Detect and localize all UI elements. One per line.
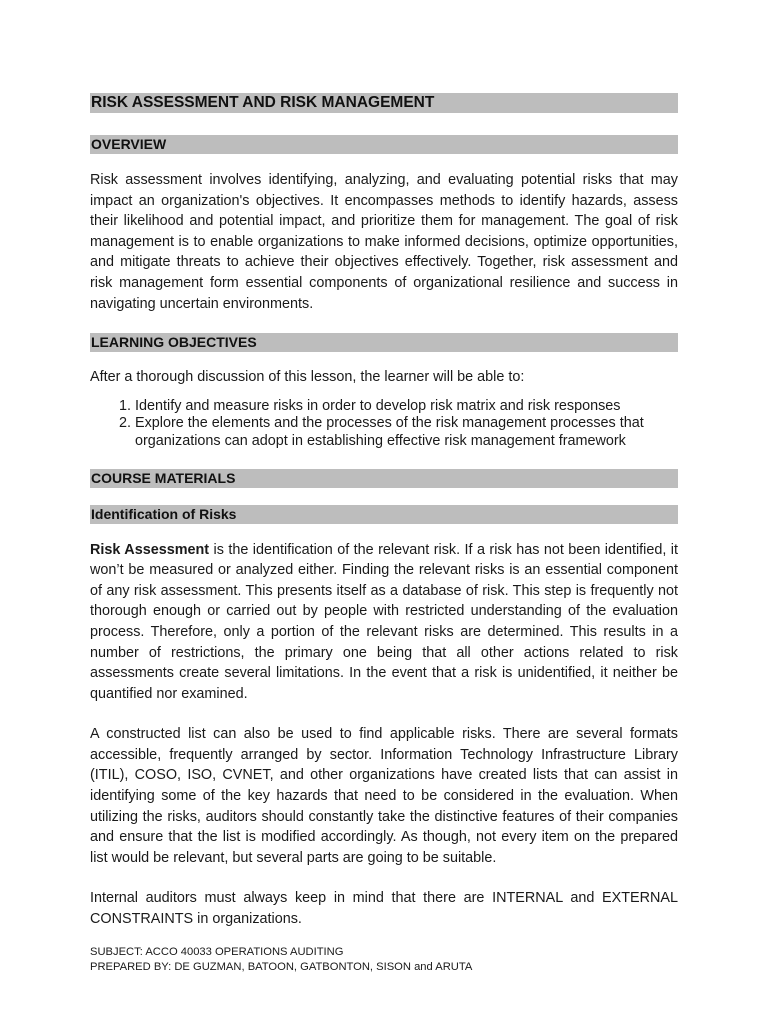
overview-paragraph: Risk assessment involves identifying, analyzing, and evaluating potential risks that may impact an organization's objectives. It encompasses methods to identify hazards, assess their likelihood and potential impact, and prioritize them for management. The goal of risk management is to enable organizations to make informed decisions, optimize opportunities, and mitigate threats to achieve their objectives effectively. Together, risk assessment and risk management form essential components of organizational resilience and success in navigating uncertain environments. (90, 172, 678, 312)
learning-objectives-heading: LEARNING OBJECTIVES (90, 333, 678, 352)
risk-assessment-term: Risk Assessment (90, 541, 210, 558)
risk-assessment-text: is the identification of the relevant risk. If a risk has not been identified, it won’t be measured or analyzed either. Finding the relevant risks is an essential component of any risk assessment. This presents itself as a database of risk. This step is frequently not thorough enough or carried out by people with restricted understanding of the evaluation process. Therefore, only a portion of the relevant risks are determined. This results in a number of restrictions, the primary one being that all other actions related to risk assessments create several limitations. In the event that a risk is unidentified, it neither be quantified nor examined. (90, 541, 678, 702)
course-materials-heading: COURSE MATERIALS (90, 469, 678, 488)
footer-subject: SUBJECT: ACCO 40033 OPERATIONS AUDITING (90, 946, 344, 958)
constructed-list-paragraph: A constructed list can also be used to find applicable risks. There are several formats accessible, frequently arranged by sector. Information Technology Infrastructure Library (ITIL), COSO, ISO, CVNET, and other organizations have created lists that can assist in identifying some of the key hazards that need to be considered in the evaluation. When utilizing the risks, auditors should constantly take the distinctive features of their companies and ensure that the list is modified accordingly. As though, not every item on the prepared list would be relevant, but several parts are going to be suitable. (90, 726, 678, 866)
risk-assessment-paragraph (90, 540, 678, 705)
learning-objectives-list (90, 398, 678, 451)
document-title: RISK ASSESSMENT AND RISK MANAGEMENT (90, 93, 678, 113)
list-item: 1. Identify and measure risks in order to develop risk matrix and risk responses (135, 398, 678, 416)
list-item: 2. Explore the elements and the processes of the risk management processes that organizations can adopt in establishing effective risk management framework (135, 415, 678, 450)
document-page (90, 93, 678, 930)
identification-of-risks-heading: Identification of Risks (90, 505, 678, 524)
footer-prepared-by: PREPARED BY: DE GUZMAN, BATOON, GATBONTON, SISON and ARUTA (90, 961, 473, 973)
learning-objectives-intro: After a thorough discussion of this lesson, the learner will be able to: (90, 369, 525, 386)
constraints-paragraph: Internal auditors must always keep in mind that there are INTERNAL and EXTERNAL CONSTRAINTS in organizations. (90, 890, 678, 928)
page-footer (90, 945, 472, 975)
overview-heading: OVERVIEW (90, 135, 678, 154)
